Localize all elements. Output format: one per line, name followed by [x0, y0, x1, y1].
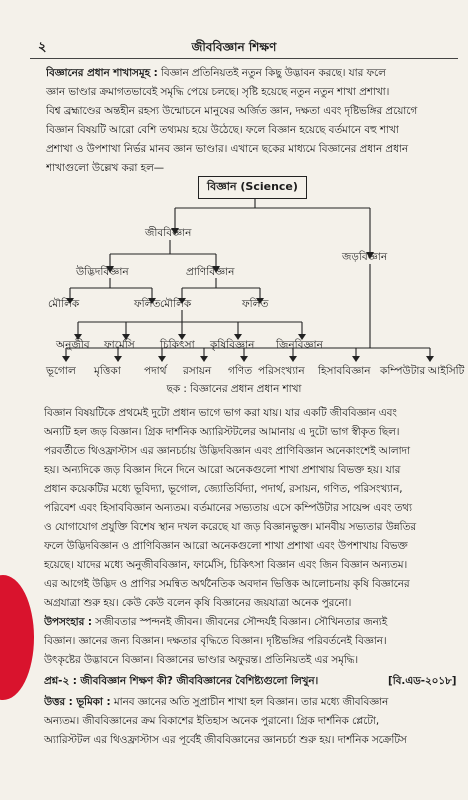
node-computer: কম্পিউটার [380, 365, 426, 377]
answer-paragraph [44, 693, 466, 750]
intro-line-1: বিজ্ঞানের প্রধান শাখাসমূহ : বিজ্ঞান প্রতিনিয়তই নতুন কিছু উদ্ভাবন করছে। যার ফলে [46, 67, 386, 79]
body-line-2: অন্যটি হল জড় বিজ্ঞান। গ্রিক দার্শনিক অ্যারিস্টটলের আমানায় এ দুটো ভাগ স্বীকৃত ছিল। [44, 426, 400, 438]
node-geography: ভূগোল [46, 365, 76, 377]
intro-line-6: শাখাগুলো উল্লেখ করা হল— [46, 162, 165, 174]
conclusion-heading: উপসংহার : [44, 616, 93, 628]
body-line-7: ও যোগাযোগ প্রযুক্তি বিশেষ স্থান দখল করেছে যা জড় বিজ্ঞানভুক্ত। মানবীয় সভ্যতার উন্নতির [44, 521, 416, 533]
question-heading: প্রশ্ন-২ : জীববিজ্ঞান শিক্ষণ কী? জীববিজ্ঞানের বৈশিষ্ট্যগুলো লিখুন। [44, 675, 319, 687]
answer-line-3: অ্যারিস্টটল এর থিওফ্রাস্টাস এর পূর্বেই জীববিজ্ঞানের জ্ঞানচর্চা শুরু হয়। দার্শনিক সক্রেটিস [44, 734, 407, 746]
science-branches-diagram [0, 170, 468, 402]
node-chemistry: রসায়ন [183, 365, 212, 377]
page-header [0, 38, 468, 58]
intro-line-4: বিজ্ঞান বিষয়টি আরো বেশি তথ্যময় হয়ে উঠেছে। ফলে বিজ্ঞান হয়েছে বর্তমানে বহু শাখা [46, 124, 399, 136]
body-paragraph [44, 404, 466, 537]
body-line-11: অগ্রযাত্রা শুরু হয়। কেউ কেউ বলেন কৃষি বিজ্ঞানের জয়যাত্রা অনেক পুরনো। [44, 597, 352, 609]
body-line-1: বিজ্ঞান বিষয়টিকে প্রথমেই দুটো প্রধান ভাগে ভাগ করা যায়। যার একটি জীববিজ্ঞান এবং [44, 407, 397, 419]
body-line-4: হয়। অন্যদিকে জড় বিজ্ঞান দিনে দিনে আরো অনেকগুলো শাখা প্রশাখায় বিভক্ত হয়। যার [44, 464, 401, 476]
node-biology: জীববিজ্ঞান [145, 227, 192, 239]
node-zoology: প্রাণিবিজ্ঞান [186, 266, 235, 278]
diagram-caption: ছক : বিজ্ঞানের প্রধান প্রধান শাখা [166, 383, 302, 395]
node-statistics: পরিসংখ্যান [258, 365, 305, 377]
conclusion-line-3: উৎকৃষ্টের উদ্ভাবনে বিজ্ঞান। বিজ্ঞানের ভাণ্ডার অফুরন্ত। প্রতিনিয়তই এর সমৃদ্ধি। [44, 654, 359, 666]
intro-line-2: জ্ঞান ভাণ্ডার ক্রমাগতভাবেই সমৃদ্ধি পেয়ে চলছে। সৃষ্টি হয়েছে নতুন নতুন শাখা প্রশাখা। [46, 86, 390, 98]
question-tag: [বি.এড-২০১৮] [388, 675, 457, 687]
answer-heading: উত্তর : ভূমিকা : [44, 696, 111, 708]
running-title: জীববিজ্ঞান শিক্ষণ [191, 40, 277, 54]
body-line-10: এর আগেই উদ্ভিদ ও প্রাণির সমন্বিত অর্থনৈতিক অবদান ভিত্তিক আলোচনায় কৃষি বিজ্ঞানের [44, 578, 410, 590]
intro-line-5: প্রশাখা ও উপশাখা নির্ভর মানব জ্ঞান ভাণ্ডার। এখানে ছকের মাধ্যমে বিজ্ঞানের প্রধান প্রধান [46, 143, 408, 155]
node-basic-2: মৌলিক [160, 298, 192, 310]
conclusion-line-1: উপসংহার : সজীবতার স্পন্দনই জীবন। জীবনের সৌন্দর্যই বিজ্ঞান। সৌখিনতার জন্যই [44, 616, 388, 628]
intro-paragraph [46, 64, 466, 178]
body-paragraph-cont [44, 537, 466, 613]
node-physical-science: জড়বিজ্ঞান [342, 251, 388, 263]
answer-line-1: উত্তর : ভূমিকা : মানব জ্ঞানের অতি সুপ্রাচীন শাখা হল বিজ্ঞান। তার মধ্যে জীববিজ্ঞান [44, 696, 389, 708]
body-line-9: হয়েছে। যাদের মধ্যে অনুজীববিজ্ঞান, ফার্মেসি, চিকিৎসা বিজ্ঞান এবং জিন বিজ্ঞান অন্যতম। [44, 559, 408, 571]
body-line-3: পরবর্তীতে থিওফ্রাস্টাস এর জ্ঞানচর্চায় উদ্ভিদবিজ্ঞান এবং প্রাণিবিজ্ঞান অনেকাংশেই আলাদা [44, 445, 410, 457]
node-ict: আইসিটি [428, 365, 465, 377]
node-applied-2: ফলিত [242, 298, 269, 310]
node-pharmacy: ফার্মেসি [104, 339, 135, 351]
intro-heading: বিজ্ঞানের প্রধান শাখাসমূহ : [46, 67, 158, 79]
body-line-5: প্রধান কয়েকটির মধ্যে ভূবিদ্যা, ভূগোল, জ্যোতির্বিদ্যা, পদার্থ, রসায়ন, গণিত, পরিসংখ্যান, [44, 483, 403, 495]
body-line-6: পরিবেশ এবং হিসাববিজ্ঞান অন্যতম। বর্তমানের সভ্যতায় এসে কম্পিউটার সায়েন্স এবং তথ্য [44, 502, 412, 514]
page-number: ২ [38, 40, 47, 55]
node-accounting: হিসাববিজ্ঞান [318, 365, 371, 377]
answer-line-2: অন্যতম। জীববিজ্ঞানের ক্রম বিকাশের ইতিহাস অনেক পুরানো। গ্রিক দার্শনিক প্লেটো, [44, 715, 380, 727]
node-microbiology: অনুজীব [56, 339, 90, 351]
node-math: গণিত [228, 365, 253, 377]
node-applied-1: ফলিত [134, 298, 161, 310]
conclusion-paragraph [44, 613, 466, 670]
header-rule [30, 58, 458, 59]
node-botany: উদ্ভিদবিজ্ঞান [76, 266, 129, 278]
node-basic-1: মৌলিক [48, 298, 80, 310]
red-sticker-mark [0, 575, 34, 700]
node-soil: মৃত্তিকা [94, 365, 121, 377]
body-line-8: ফলে উদ্ভিদবিজ্ঞান ও প্রাণিবিজ্ঞান আরো অনেকগুলো শাখা প্রশাখা এবং উপশাখায় বিভক্ত [44, 540, 408, 552]
node-agriculture: কৃষিবিজ্ঞান [210, 339, 255, 351]
conclusion-line-2: বিজ্ঞান। জ্ঞানের জন্য বিজ্ঞান। দক্ষতার বৃদ্ধিতে বিজ্ঞান। দৃষ্টিভঙ্গির পরিবর্তনেই বিজ্ঞান। [44, 635, 387, 647]
node-physics: পদার্থ [144, 365, 167, 377]
root-node: বিজ্ঞান (Science) [198, 176, 307, 199]
node-medicine: চিকিৎসা [160, 339, 195, 351]
node-genetics: জিনবিজ্ঞান [276, 339, 323, 351]
intro-line-3: বিশ্ব ব্রহ্মাণ্ডের অন্তহীন রহস্য উন্মোচনে মানুষের অর্জিত জ্ঞান, দক্ষতা এবং দৃষ্টিভঙ্গির প্রয়োগে [46, 105, 418, 117]
